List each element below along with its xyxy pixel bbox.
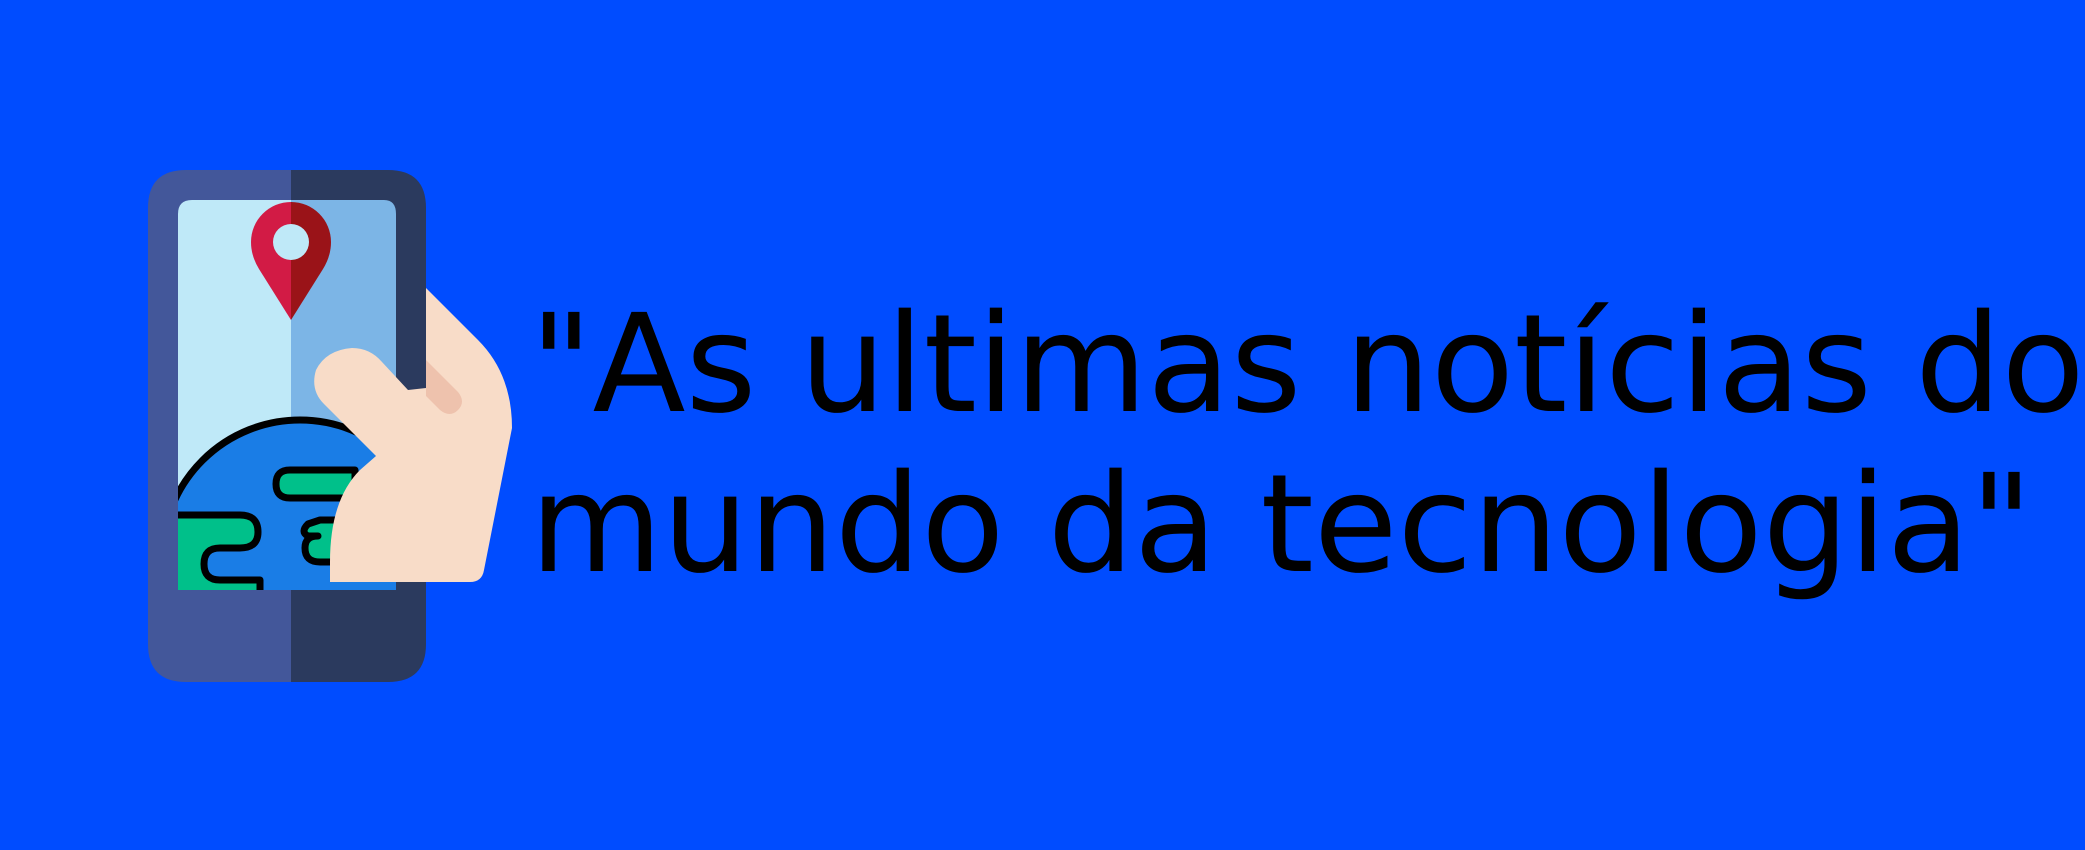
phone-in-hand-illustration: [140, 170, 560, 700]
tagline-line-1: "As ultimas notícias do: [530, 286, 2085, 444]
tagline: [530, 285, 2085, 605]
tagline-line-2: mundo da tecnologia": [530, 446, 2033, 604]
